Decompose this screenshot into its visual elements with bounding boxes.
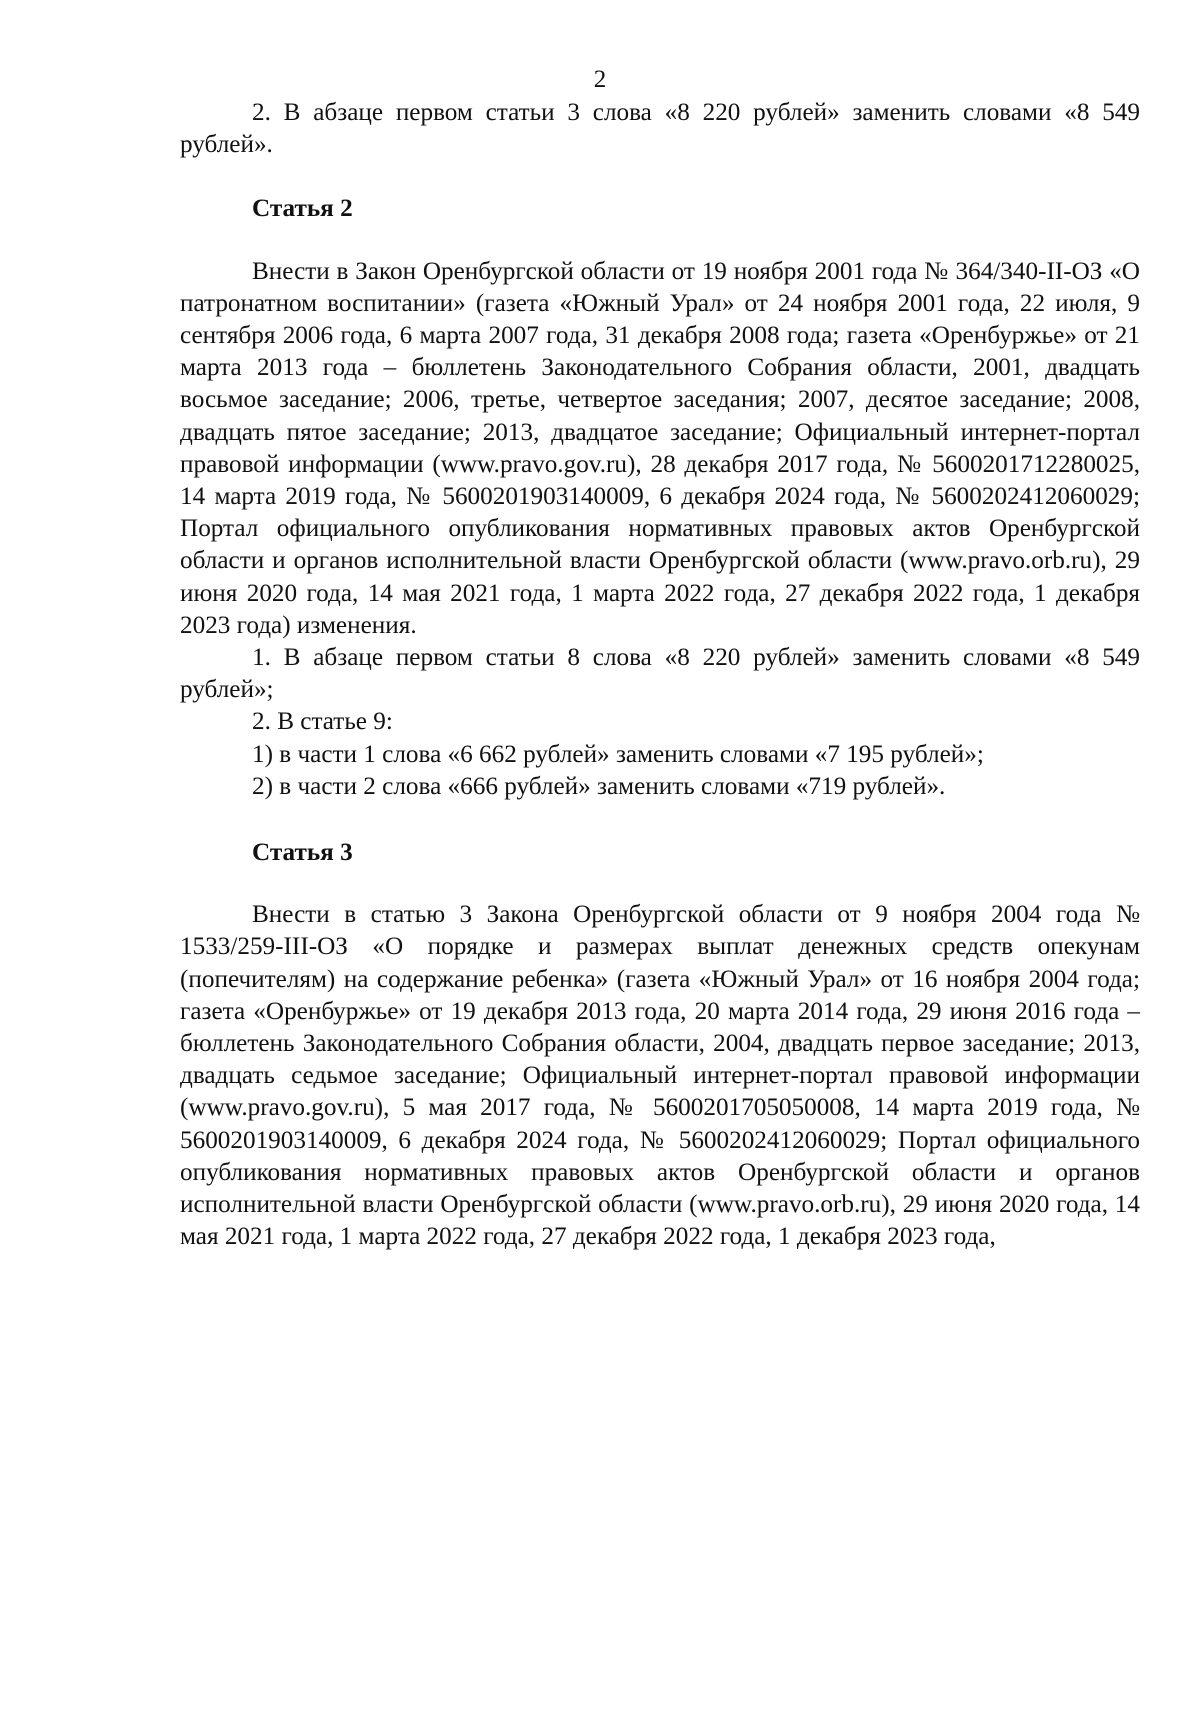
article-3-body: Внести в статью 3 Закона Оренбургской области от 9 ноября 2004 года № 1533/259-III-ОЗ «О порядке и размерах выплат денежных средств опекунам (попечителям) на содержание ребенка» (газета «Южный Урал» от 16 ноября 2004 года; газета «Оренбуржье» от 19 декабря 2013 года, 20 марта 2014 года, 29 июня 2016 года – бюллетень Законодательного Собрания области, 2004, двадцать первое заседание; 2013, двадцать седьмое заседание; Официальный интернет-портал правовой информации (www.pravo.gov.ru), 5 мая 2017 года, № 5600201705050008, 14 марта 2019 года, № 5600201903140009, 6 декабря 2024 года, № 5600202412060029; Портал официального опубликования нормативных правовых актов Оренбургской области и органов исполнительной власти Оренбургской области (www.pravo.orb.ru), 29 июня 2020 года, 14 мая 2021 года, 1 марта 2022 года, 27 декабря 2022 года, 1 декабря 2023 года, [180, 901, 1140, 1251]
article-2-body: Внести в Закон Оренбургской области от 19 ноября 2001 года № 364/340-II-ОЗ «О патронатном воспитании» (газета «Южный Урал» от 24 ноября 2001 года, 22 июля, 9 сентября 2006 года, 6 марта 2007 года, 31 декабря 2008 года; газета «Оренбуржье» от 21 марта 2013 года – бюллетень Законодательного Собрания области, 2001, двадцать восьмое заседание; 2006, третье, четвертое заседания; 2007, десятое заседание; 2008, двадцать пятое заседание; 2013, двадцатое заседание; Официальный интернет-портал правовой информации (www.pravo.gov.ru), 28 декабря 2017 года, № 5600201712280025, 14 марта 2019 года, № 5600201903140009, 6 декабря 2024 года, № 5600202412060029; Портал официального опубликования нормативных правовых актов Оренбургской области и органов исполнительной власти Оренбургской области (www.pravo.orb.ru), 29 июня 2020 года, 14 мая 2021 года, 1 марта 2022 года, 27 декабря 2022 года, 1 декабря 2023 года) изменения. [180, 257, 1140, 639]
intro-paragraph: 2. В абзаце первом статьи 3 слова «8 220 рублей» заменить словами «8 549 рублей». [180, 99, 1140, 159]
document-body [180, 97, 1140, 1254]
article-2-item-2: 2. В статье 9: [252, 708, 393, 736]
article-2-item-2-sub-2: 2) в части 2 слова «666 рублей» заменить словами «719 рублей». [252, 772, 946, 800]
article-2-heading: Статья 2 [252, 195, 353, 223]
article-2-item-1: 1. В абзаце первом статьи 8 слова «8 220 рублей» заменить словами «8 549 рублей»; [180, 644, 1140, 704]
page-number: 2 [593, 66, 607, 93]
article-2-item-2-sub-1: 1) в части 1 слова «6 662 рублей» заменить словами «7 195 рублей»; [252, 740, 984, 768]
article-3-heading: Статья 3 [252, 839, 353, 867]
